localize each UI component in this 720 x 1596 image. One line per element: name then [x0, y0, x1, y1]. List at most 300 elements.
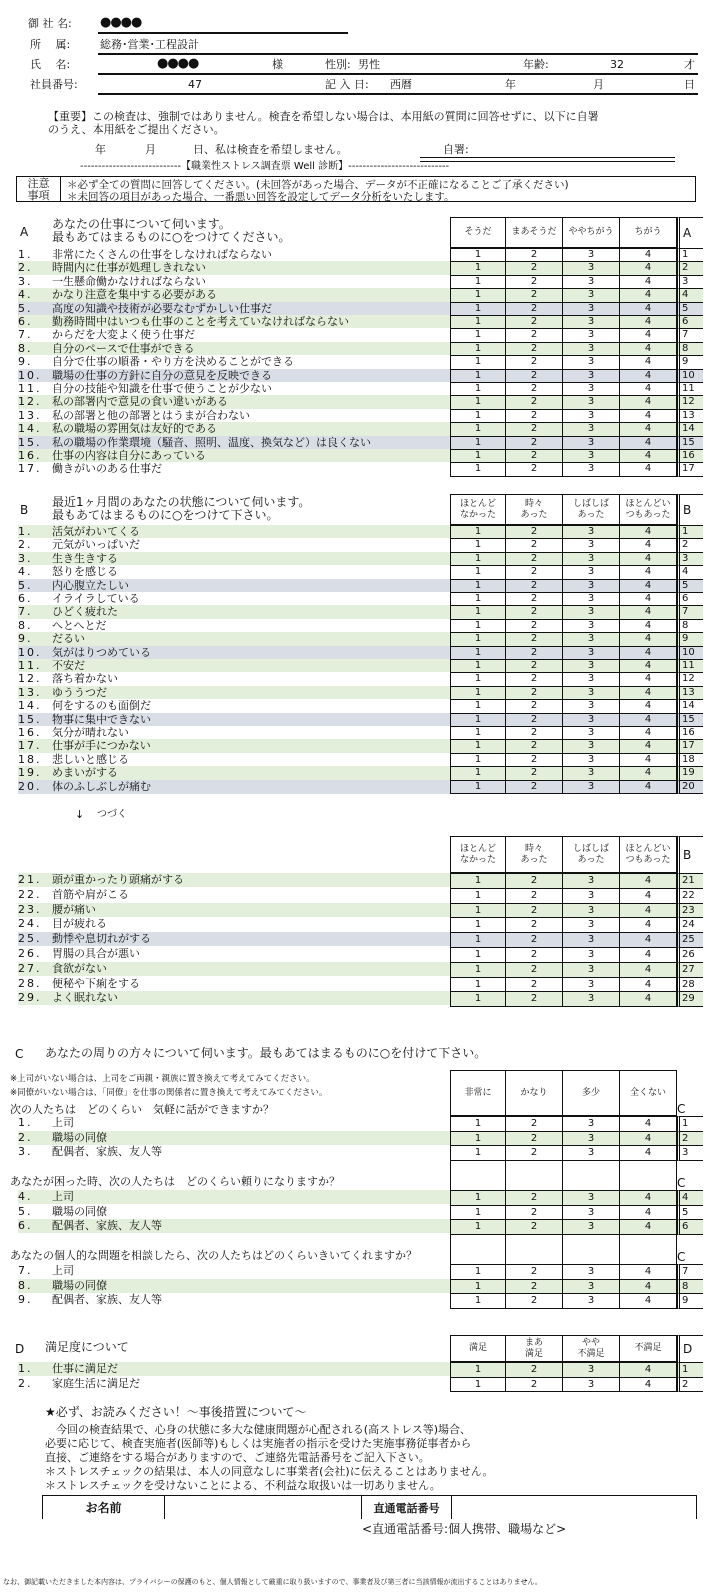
- question-id: 2: [677, 1377, 703, 1393]
- answer-option-2[interactable]: 2: [505, 355, 563, 369]
- answer-option-2[interactable]: 2: [505, 947, 563, 963]
- question-id: 4: [677, 565, 703, 579]
- answer-option-2[interactable]: 2: [505, 632, 563, 646]
- question-number: 10.: [18, 368, 42, 382]
- answer-option-3[interactable]: 3: [562, 605, 620, 619]
- answer-option-3[interactable]: 3: [562, 699, 620, 713]
- answer-option-2[interactable]: 2: [505, 962, 563, 978]
- answer-option-3[interactable]: 3: [562, 917, 620, 933]
- question-text: 配偶者、家族、友人等: [52, 1219, 162, 1232]
- answer-option-3[interactable]: 3: [562, 369, 620, 383]
- answer-option-2[interactable]: 2: [505, 686, 563, 700]
- answer-option-4[interactable]: 4: [619, 619, 677, 633]
- answer-option-1[interactable]: 1: [450, 753, 506, 767]
- answer-option-4[interactable]: 4: [619, 873, 677, 889]
- answer-option-2[interactable]: 2: [505, 409, 563, 423]
- answer-option-2[interactable]: 2: [505, 449, 563, 463]
- answer-option-2[interactable]: 2: [505, 1190, 563, 1206]
- answer-option-1[interactable]: 1: [450, 1116, 506, 1132]
- signature-line[interactable]: [420, 157, 675, 162]
- answer-option-2[interactable]: 2: [505, 1116, 563, 1132]
- answer-option-4[interactable]: 4: [619, 369, 677, 383]
- answer-option-3[interactable]: 3: [562, 1264, 620, 1280]
- question-row: [18, 962, 458, 976]
- answer-option-2[interactable]: 2: [505, 605, 563, 619]
- answer-option-3[interactable]: 3: [562, 538, 620, 552]
- answer-option-3[interactable]: 3: [562, 753, 620, 767]
- answer-option-3[interactable]: 3: [562, 1131, 620, 1147]
- answer-option-3[interactable]: 3: [562, 552, 620, 566]
- answer-option-1[interactable]: 1: [450, 1377, 506, 1393]
- answer-option-4[interactable]: 4: [619, 395, 677, 409]
- answer-option-4[interactable]: 4: [619, 903, 677, 919]
- answer-option-3[interactable]: 3: [562, 422, 620, 436]
- answer-option-3[interactable]: 3: [562, 1362, 620, 1378]
- answer-option-3[interactable]: 3: [562, 1377, 620, 1393]
- answer-option-3[interactable]: 3: [562, 1293, 620, 1309]
- answer-option-1[interactable]: 1: [450, 525, 506, 539]
- question-row: [18, 449, 458, 463]
- answer-option-4[interactable]: 4: [619, 977, 677, 993]
- answer-option-4[interactable]: 4: [619, 632, 677, 646]
- section-b-title-1: 最近1ヶ月間のあなたの状態について伺います。: [52, 495, 311, 509]
- answer-option-3[interactable]: 3: [562, 261, 620, 275]
- answer-option-1[interactable]: 1: [450, 932, 506, 948]
- answer-option-4[interactable]: 4: [619, 1279, 677, 1295]
- answer-option-1[interactable]: 1: [450, 977, 506, 993]
- question-text: 私の部署と他の部署とはうまが合わない: [52, 408, 250, 422]
- answer-option-1[interactable]: 1: [450, 565, 506, 579]
- answer-option-4[interactable]: 4: [619, 382, 677, 396]
- answer-option-1[interactable]: 1: [450, 342, 506, 356]
- dept-value: 総務･営業･工程設計: [100, 38, 199, 51]
- answer-option-3[interactable]: 3: [562, 1205, 620, 1221]
- answer-option-4[interactable]: 4: [619, 1377, 677, 1393]
- answer-option-4[interactable]: 4: [619, 605, 677, 619]
- answer-option-3[interactable]: 3: [562, 1190, 620, 1206]
- answer-option-2[interactable]: 2: [505, 369, 563, 383]
- answer-option-2[interactable]: 2: [505, 903, 563, 919]
- question-row: [18, 538, 458, 552]
- answer-option-4[interactable]: 4: [619, 248, 677, 262]
- answer-option-3[interactable]: 3: [562, 302, 620, 316]
- question-text: 私の職場の雰囲気は友好的である: [52, 422, 217, 436]
- answer-option-2[interactable]: 2: [505, 739, 563, 753]
- answer-option-2[interactable]: 2: [505, 1145, 563, 1161]
- answer-option-1[interactable]: 1: [450, 248, 506, 262]
- answer-option-4[interactable]: 4: [619, 261, 677, 275]
- answer-option-1[interactable]: 1: [450, 619, 506, 633]
- answer-option-4[interactable]: 4: [619, 538, 677, 552]
- answer-option-1[interactable]: 1: [450, 1293, 506, 1309]
- answer-option-4[interactable]: 4: [619, 888, 677, 904]
- caution-label-2: 事項: [27, 189, 50, 202]
- answer-option-1[interactable]: 1: [450, 355, 506, 369]
- answer-option-1[interactable]: 1: [450, 1264, 506, 1280]
- answer-option-2[interactable]: 2: [505, 699, 563, 713]
- answer-option-4[interactable]: 4: [619, 355, 677, 369]
- answer-option-2[interactable]: 2: [505, 1219, 563, 1235]
- answer-option-3[interactable]: 3: [562, 1116, 620, 1132]
- answer-option-1[interactable]: 1: [450, 395, 506, 409]
- question-text: 便秘や下痢をする: [52, 976, 140, 990]
- answer-option-4[interactable]: 4: [619, 275, 677, 289]
- answer-option-3[interactable]: 3: [562, 873, 620, 889]
- question-number: 6.: [18, 315, 33, 328]
- answer-option-1[interactable]: 1: [450, 699, 506, 713]
- answer-option-3[interactable]: 3: [562, 565, 620, 579]
- question-row: [18, 991, 458, 1005]
- company-label: 御 社 名:: [28, 17, 72, 30]
- answer-option-3[interactable]: 3: [562, 962, 620, 978]
- answer-option-1[interactable]: 1: [450, 646, 506, 660]
- answer-option-3[interactable]: 3: [562, 328, 620, 342]
- answer-option-2[interactable]: 2: [505, 436, 563, 450]
- answer-option-2[interactable]: 2: [505, 1279, 563, 1295]
- answer-option-2[interactable]: 2: [505, 888, 563, 904]
- answer-option-3[interactable]: 3: [562, 592, 620, 606]
- answer-option-4[interactable]: 4: [619, 699, 677, 713]
- answer-option-2[interactable]: 2: [505, 248, 563, 262]
- question-text: 非常にたくさんの仕事をしなければならない: [52, 248, 272, 261]
- answer-option-1[interactable]: 1: [450, 275, 506, 289]
- answer-option-4[interactable]: 4: [619, 646, 677, 660]
- question-text: 配偶者、家族、友人等: [52, 1293, 162, 1306]
- answer-option-3[interactable]: 3: [562, 342, 620, 356]
- answer-option-4[interactable]: 4: [619, 991, 677, 1007]
- question-row: [18, 1377, 458, 1391]
- answer-option-1[interactable]: 1: [450, 888, 506, 904]
- answer-option-1[interactable]: 1: [450, 1205, 506, 1221]
- answer-option-2[interactable]: 2: [505, 726, 563, 740]
- answer-option-2[interactable]: 2: [505, 552, 563, 566]
- answer-option-4[interactable]: 4: [619, 739, 677, 753]
- answer-option-4[interactable]: 4: [619, 525, 677, 539]
- answer-option-2[interactable]: 2: [505, 991, 563, 1007]
- answer-option-2[interactable]: 2: [505, 1205, 563, 1221]
- column-header: 時々 あった: [505, 836, 563, 873]
- answer-option-3[interactable]: 3: [562, 632, 620, 646]
- answer-option-1[interactable]: 1: [450, 462, 506, 476]
- answer-option-2[interactable]: 2: [505, 328, 563, 342]
- question-text: 自分で仕事の順番・やり方を決めることができる: [52, 355, 294, 369]
- answer-option-1[interactable]: 1: [450, 436, 506, 450]
- answer-option-4[interactable]: 4: [619, 686, 677, 700]
- answer-option-2[interactable]: 2: [505, 315, 563, 329]
- employee-no-value: 47: [188, 78, 202, 91]
- answer-option-4[interactable]: 4: [619, 592, 677, 606]
- answer-option-2[interactable]: 2: [505, 382, 563, 396]
- answer-option-1[interactable]: 1: [450, 288, 506, 302]
- answer-option-4[interactable]: 4: [619, 766, 677, 780]
- question-number: 8.: [18, 341, 33, 355]
- honorific: 様: [272, 58, 283, 71]
- answer-option-3[interactable]: 3: [562, 672, 620, 686]
- answer-option-4[interactable]: 4: [619, 328, 677, 342]
- answer-option-4[interactable]: 4: [619, 422, 677, 436]
- answer-option-3[interactable]: 3: [562, 1219, 620, 1235]
- answer-option-1[interactable]: 1: [450, 632, 506, 646]
- question-id: 22: [677, 888, 703, 904]
- age-value: 32: [610, 58, 624, 71]
- answer-option-3[interactable]: 3: [562, 436, 620, 450]
- question-row: [18, 579, 458, 593]
- answer-option-4[interactable]: 4: [619, 436, 677, 450]
- answer-option-1[interactable]: 1: [450, 261, 506, 275]
- question-number: 5.: [18, 578, 33, 592]
- question-row: [18, 1116, 458, 1130]
- blank-cell: [450, 1160, 506, 1191]
- answer-option-2[interactable]: 2: [505, 977, 563, 993]
- question-id: 9: [677, 1293, 703, 1309]
- answer-option-1[interactable]: 1: [450, 873, 506, 889]
- question-row: [18, 888, 458, 902]
- answer-option-4[interactable]: 4: [619, 462, 677, 476]
- question-text: ゆううつだ: [52, 685, 107, 699]
- question-row: [18, 1190, 458, 1204]
- answer-option-2[interactable]: 2: [505, 619, 563, 633]
- answer-option-3[interactable]: 3: [562, 977, 620, 993]
- answer-option-4[interactable]: 4: [619, 1264, 677, 1280]
- answer-option-1[interactable]: 1: [450, 713, 506, 727]
- answer-option-2[interactable]: 2: [505, 342, 563, 356]
- answer-option-4[interactable]: 4: [619, 552, 677, 566]
- contact-name-field[interactable]: [165, 1496, 362, 1519]
- answer-option-1[interactable]: 1: [450, 780, 506, 794]
- answer-option-1[interactable]: 1: [450, 592, 506, 606]
- answer-option-3[interactable]: 3: [562, 1279, 620, 1295]
- contact-phone-field[interactable]: [452, 1496, 696, 1519]
- question-row: [18, 917, 458, 931]
- question-id: 27: [677, 962, 703, 978]
- answer-option-2[interactable]: 2: [505, 422, 563, 436]
- answer-option-1[interactable]: 1: [450, 422, 506, 436]
- answer-option-3[interactable]: 3: [562, 713, 620, 727]
- answer-option-3[interactable]: 3: [562, 739, 620, 753]
- answer-option-4[interactable]: 4: [619, 1116, 677, 1132]
- answer-option-3[interactable]: 3: [562, 355, 620, 369]
- answer-option-4[interactable]: 4: [619, 1205, 677, 1221]
- question-row: [18, 873, 458, 887]
- employee-underline: [98, 93, 698, 95]
- answer-option-1[interactable]: 1: [450, 686, 506, 700]
- answer-option-1[interactable]: 1: [450, 659, 506, 673]
- answer-option-3[interactable]: 3: [562, 315, 620, 329]
- answer-option-3[interactable]: 3: [562, 947, 620, 963]
- question-number: 2.: [18, 1376, 33, 1390]
- answer-option-4[interactable]: 4: [619, 1362, 677, 1378]
- answer-option-2[interactable]: 2: [505, 1131, 563, 1147]
- question-row: [18, 726, 458, 740]
- answer-option-3[interactable]: 3: [562, 686, 620, 700]
- question-text: 活気がわいてくる: [52, 525, 140, 538]
- answer-option-2[interactable]: 2: [505, 565, 563, 579]
- answer-option-2[interactable]: 2: [505, 1264, 563, 1280]
- answer-option-4[interactable]: 4: [619, 302, 677, 316]
- answer-option-1[interactable]: 1: [450, 903, 506, 919]
- question-text: 動悸や息切れがする: [52, 932, 151, 946]
- answer-option-4[interactable]: 4: [619, 672, 677, 686]
- answer-option-4[interactable]: 4: [619, 409, 677, 423]
- answer-option-4[interactable]: 4: [619, 565, 677, 579]
- answer-option-3[interactable]: 3: [562, 659, 620, 673]
- answer-option-1[interactable]: 1: [450, 409, 506, 423]
- question-row: [18, 632, 458, 646]
- answer-option-2[interactable]: 2: [505, 288, 563, 302]
- answer-option-4[interactable]: 4: [619, 288, 677, 302]
- answer-option-3[interactable]: 3: [562, 248, 620, 262]
- answer-option-3[interactable]: 3: [562, 619, 620, 633]
- question-id: 10: [677, 646, 703, 660]
- answer-option-2[interactable]: 2: [505, 592, 563, 606]
- answer-option-4[interactable]: 4: [619, 579, 677, 593]
- answer-option-2[interactable]: 2: [505, 713, 563, 727]
- answer-option-1[interactable]: 1: [450, 1145, 506, 1161]
- answer-option-2[interactable]: 2: [505, 525, 563, 539]
- answer-option-2[interactable]: 2: [505, 873, 563, 889]
- answer-option-1[interactable]: 1: [450, 739, 506, 753]
- answer-option-3[interactable]: 3: [562, 1145, 620, 1161]
- answer-option-3[interactable]: 3: [562, 903, 620, 919]
- answer-option-3[interactable]: 3: [562, 888, 620, 904]
- answer-option-4[interactable]: 4: [619, 1190, 677, 1206]
- answer-option-1[interactable]: 1: [450, 991, 506, 1007]
- answer-option-3[interactable]: 3: [562, 766, 620, 780]
- answer-option-1[interactable]: 1: [450, 766, 506, 780]
- answer-option-2[interactable]: 2: [505, 1293, 563, 1309]
- section-c-note-2: ※同僚がいない場合は、「同僚」を仕事の関係者に置き換えて考えてみてください。: [10, 1088, 328, 1098]
- important-notice-line2: のうえ、本用紙をご提出ください。: [48, 123, 225, 136]
- answer-option-2[interactable]: 2: [505, 753, 563, 767]
- answer-option-3[interactable]: 3: [562, 932, 620, 948]
- answer-option-3[interactable]: 3: [562, 449, 620, 463]
- question-text: 仕事が手につかない: [52, 739, 151, 753]
- answer-option-2[interactable]: 2: [505, 917, 563, 933]
- answer-option-3[interactable]: 3: [562, 525, 620, 539]
- answer-option-1[interactable]: 1: [450, 1131, 506, 1147]
- question-id: 14: [677, 699, 703, 713]
- question-text: 職場の同僚: [52, 1278, 107, 1292]
- answer-option-2[interactable]: 2: [505, 780, 563, 794]
- question-id: 3: [677, 552, 703, 566]
- question-row: [18, 248, 458, 262]
- answer-option-1[interactable]: 1: [450, 726, 506, 740]
- answer-option-2[interactable]: 2: [505, 646, 563, 660]
- answer-option-4[interactable]: 4: [619, 342, 677, 356]
- answer-option-1[interactable]: 1: [450, 1362, 506, 1378]
- answer-option-2[interactable]: 2: [505, 766, 563, 780]
- answer-option-3[interactable]: 3: [562, 288, 620, 302]
- answer-option-1[interactable]: 1: [450, 552, 506, 566]
- answer-option-4[interactable]: 4: [619, 726, 677, 740]
- answer-option-1[interactable]: 1: [450, 962, 506, 978]
- answer-option-4[interactable]: 4: [619, 1293, 677, 1309]
- question-id: 2: [677, 538, 703, 552]
- question-text: 悲しいと感じる: [52, 752, 129, 766]
- answer-option-1[interactable]: 1: [450, 538, 506, 552]
- answer-option-1[interactable]: 1: [450, 328, 506, 342]
- answer-option-2[interactable]: 2: [505, 672, 563, 686]
- answer-option-3[interactable]: 3: [562, 579, 620, 593]
- answer-option-4[interactable]: 4: [619, 932, 677, 948]
- answer-option-3[interactable]: 3: [562, 395, 620, 409]
- question-id: 19: [677, 766, 703, 780]
- question-row: [18, 395, 458, 409]
- answer-option-4[interactable]: 4: [619, 449, 677, 463]
- question-row: [18, 592, 458, 606]
- answer-option-3[interactable]: 3: [562, 275, 620, 289]
- blank-cell: [619, 1234, 677, 1265]
- blank-cell: [619, 1160, 677, 1191]
- question-id: 2: [677, 261, 703, 275]
- question-row: [18, 328, 458, 342]
- answer-option-3[interactable]: 3: [562, 462, 620, 476]
- section-letter-column: D: [677, 1335, 703, 1362]
- answer-option-4[interactable]: 4: [619, 1219, 677, 1235]
- answer-option-1[interactable]: 1: [450, 579, 506, 593]
- answer-option-1[interactable]: 1: [450, 315, 506, 329]
- answer-option-1[interactable]: 1: [450, 672, 506, 686]
- answer-option-2[interactable]: 2: [505, 579, 563, 593]
- answer-option-4[interactable]: 4: [619, 917, 677, 933]
- answer-option-2[interactable]: 2: [505, 1377, 563, 1393]
- answer-option-1[interactable]: 1: [450, 1279, 506, 1295]
- answer-option-4[interactable]: 4: [619, 315, 677, 329]
- question-row: [18, 903, 458, 917]
- answer-option-3[interactable]: 3: [562, 991, 620, 1007]
- answer-option-2[interactable]: 2: [505, 659, 563, 673]
- answer-option-3[interactable]: 3: [562, 646, 620, 660]
- answer-option-1[interactable]: 1: [450, 605, 506, 619]
- answer-option-3[interactable]: 3: [562, 726, 620, 740]
- answer-option-1[interactable]: 1: [450, 917, 506, 933]
- answer-option-2[interactable]: 2: [505, 462, 563, 476]
- answer-option-3[interactable]: 3: [562, 409, 620, 423]
- question-number: 19.: [18, 766, 42, 780]
- column-header: まあ 満足: [505, 1335, 563, 1362]
- answer-option-2[interactable]: 2: [505, 395, 563, 409]
- question-number: 11.: [18, 659, 42, 672]
- answer-option-4[interactable]: 4: [619, 1145, 677, 1161]
- answer-option-4[interactable]: 4: [619, 780, 677, 794]
- answer-option-3[interactable]: 3: [562, 382, 620, 396]
- answer-option-1[interactable]: 1: [450, 449, 506, 463]
- question-number: 16.: [18, 726, 42, 739]
- answer-option-4[interactable]: 4: [619, 962, 677, 978]
- answer-option-1[interactable]: 1: [450, 382, 506, 396]
- answer-option-4[interactable]: 4: [619, 947, 677, 963]
- answer-option-4[interactable]: 4: [619, 659, 677, 673]
- answer-option-1[interactable]: 1: [450, 302, 506, 316]
- answer-option-1[interactable]: 1: [450, 947, 506, 963]
- answer-option-2[interactable]: 2: [505, 302, 563, 316]
- answer-option-2[interactable]: 2: [505, 261, 563, 275]
- answer-option-2[interactable]: 2: [505, 538, 563, 552]
- answer-option-2[interactable]: 2: [505, 932, 563, 948]
- question-id: 1: [677, 525, 703, 539]
- answer-option-2[interactable]: 2: [505, 1362, 563, 1378]
- question-text: 頭が重かったり頭痛がする: [52, 873, 184, 886]
- answer-option-4[interactable]: 4: [619, 1131, 677, 1147]
- answer-option-1[interactable]: 1: [450, 369, 506, 383]
- answer-option-4[interactable]: 4: [619, 753, 677, 767]
- question-id: 26: [677, 947, 703, 963]
- answer-option-1[interactable]: 1: [450, 1219, 506, 1235]
- answer-option-1[interactable]: 1: [450, 1190, 506, 1206]
- answer-option-2[interactable]: 2: [505, 275, 563, 289]
- answer-option-3[interactable]: 3: [562, 780, 620, 794]
- answer-option-4[interactable]: 4: [619, 713, 677, 727]
